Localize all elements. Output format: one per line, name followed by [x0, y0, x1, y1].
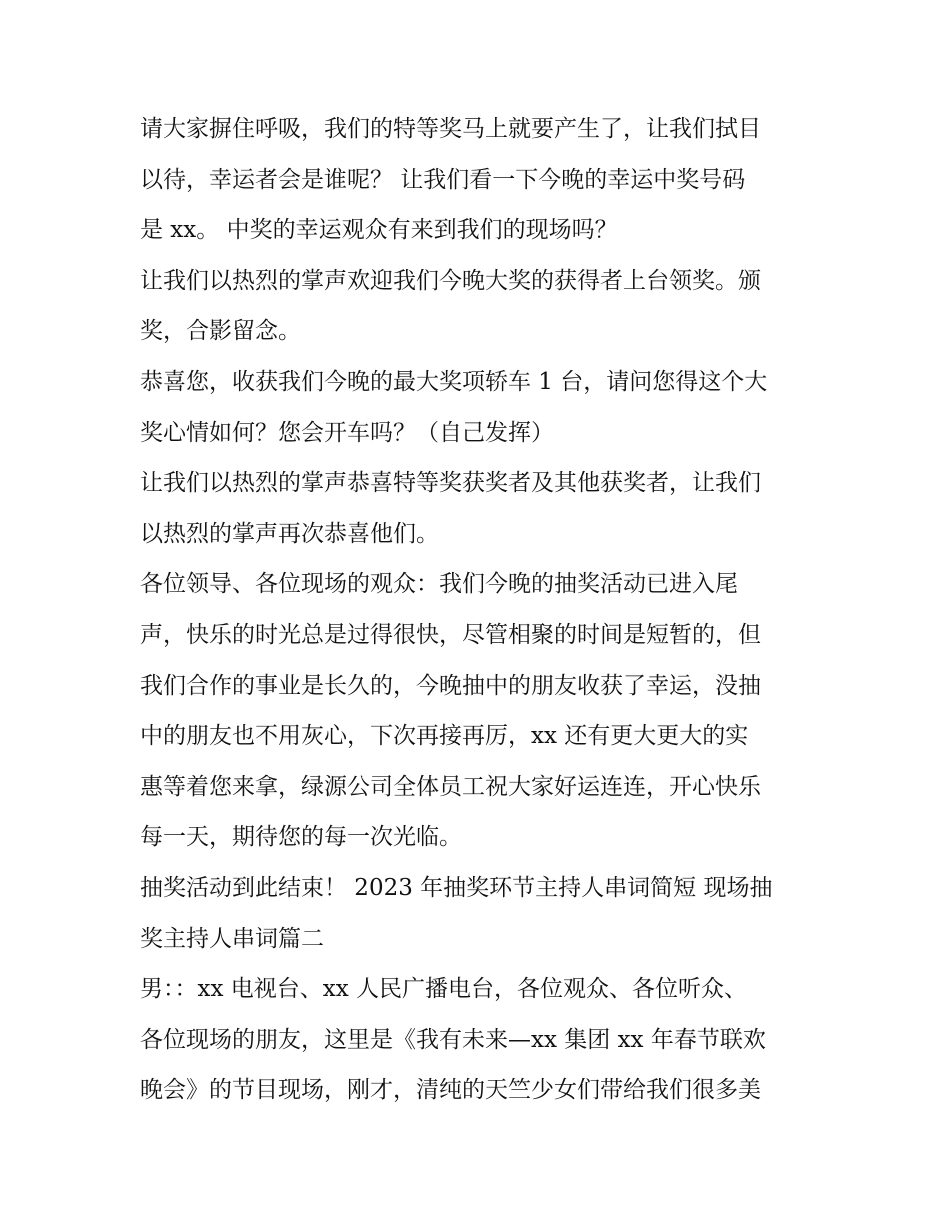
text-line: 以热烈的掌声再次恭喜他们。 [140, 520, 439, 547]
text-line: 让我们以热烈的掌声欢迎我们今晚大奖的获得者上台领奖。颁 [140, 267, 761, 294]
text-line: 让我们以热烈的掌声恭喜特等奖获奖者及其他获奖者，让我们 [140, 470, 761, 497]
text-line: 恭喜您，收获我们今晚的最大奖项轿车 1 台，请问您得这个大 [140, 368, 768, 395]
text-line: 各位领导、各位现场的观众：我们今晚的抽奖活动已进入尾 [140, 571, 738, 598]
text-line: 我们合作的事业是长久的，今晚抽中的朋友收获了幸运，没抽 [140, 672, 761, 699]
text-line: 男：：xx 电视台、xx 人民广播电台，各位观众、各位听众、 [140, 976, 748, 1003]
text-line: 奖主持人串词篇二 [140, 925, 324, 952]
text-line: 每一天，期待您的每一次光临。 [140, 824, 462, 851]
text-line: 请大家摒住呼吸，我们的特等奖马上就要产生了，让我们拭目 [140, 116, 761, 142]
text-line: 中的朋友也不用灰心，下次再接再厉，xx 还有更大更大的实 [140, 723, 749, 750]
text-line: 各位现场的朋友，这里是《我有未来—xx 集团 xx 年春节联欢 [140, 1026, 766, 1053]
text-line: 奖，合影留念。 [140, 318, 301, 345]
text-line: 声，快乐的时光总是过得很快，尽管相聚的时间是短暂的，但 [140, 621, 761, 648]
text-line: 以待，幸运者会是谁呢？ 让我们看一下今晚的幸运中奖号码 [140, 166, 746, 193]
text-line: 晚会》的节目现场，刚才，清纯的天竺少女们带给我们很多美 [140, 1077, 761, 1104]
document-body [140, 104, 830, 1116]
text-line: 惠等着您来拿，绿源公司全体员工祝大家好运连连，开心快乐 [140, 773, 761, 800]
text-line: 是 xx。 中奖的幸运观众有来到我们的现场吗？ [140, 217, 618, 244]
text-line: 抽奖活动到此结束！ 2023 年抽奖环节主持人串词简短 现场抽 [140, 874, 773, 901]
text-line: 奖心情如何？您会开车吗？（自己发挥） [140, 419, 554, 446]
